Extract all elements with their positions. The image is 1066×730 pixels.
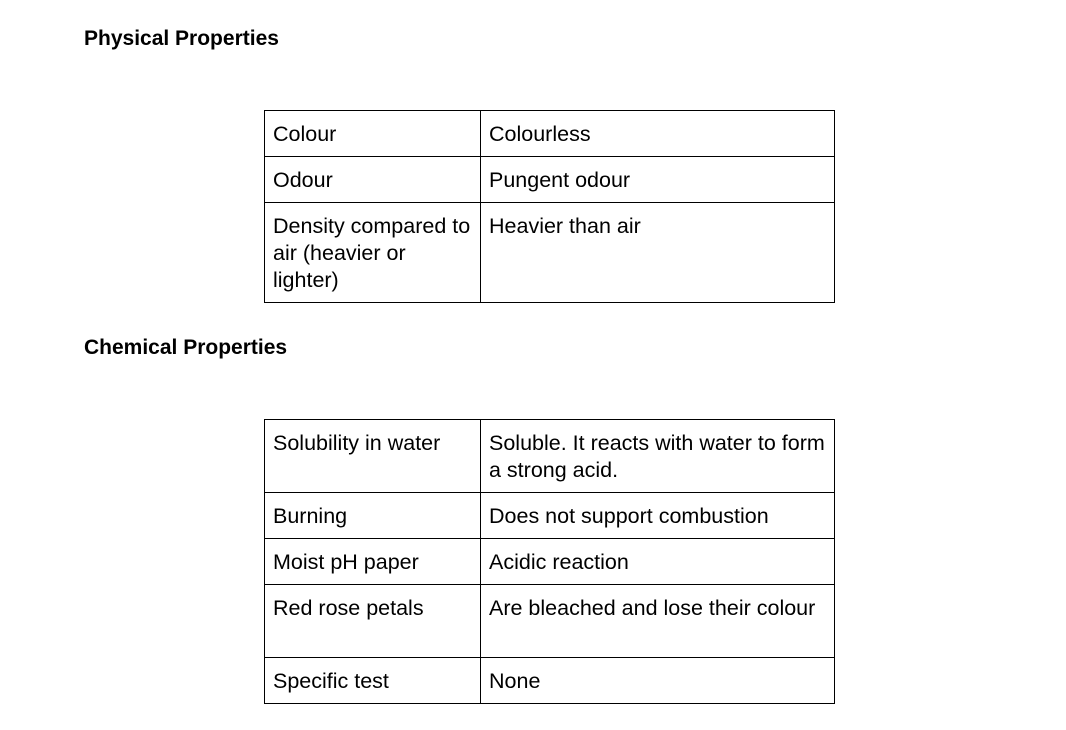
value-cell: Pungent odour	[481, 157, 835, 203]
table-row	[265, 585, 835, 658]
table-row	[265, 420, 835, 493]
value-cell: None	[481, 658, 835, 704]
table-row	[265, 111, 835, 157]
property-cell: Moist pH paper	[265, 539, 481, 585]
table-row	[265, 539, 835, 585]
value-cell: Colourless	[481, 111, 835, 157]
value-cell: Are bleached and lose their colour	[481, 585, 835, 658]
table-row	[265, 493, 835, 539]
property-cell: Solubility in water	[265, 420, 481, 493]
property-cell: Odour	[265, 157, 481, 203]
physical-properties-table	[264, 110, 835, 303]
value-cell: Heavier than air	[481, 203, 835, 303]
property-cell: Specific test	[265, 658, 481, 704]
property-cell: Colour	[265, 111, 481, 157]
property-cell: Burning	[265, 493, 481, 539]
value-cell: Does not support combustion	[481, 493, 835, 539]
table-row	[265, 157, 835, 203]
physical-properties-heading: Physical Properties	[84, 27, 279, 50]
value-cell: Soluble. It reacts with water to form a strong acid.	[481, 420, 835, 493]
value-cell: Acidic reaction	[481, 539, 835, 585]
table-row	[265, 658, 835, 704]
property-cell: Red rose petals	[265, 585, 481, 658]
table-row	[265, 203, 835, 303]
property-cell: Density compared to air (heavier or lighter)	[265, 203, 481, 303]
chemical-properties-heading: Chemical Properties	[84, 336, 288, 359]
chemical-properties-table	[264, 419, 835, 704]
